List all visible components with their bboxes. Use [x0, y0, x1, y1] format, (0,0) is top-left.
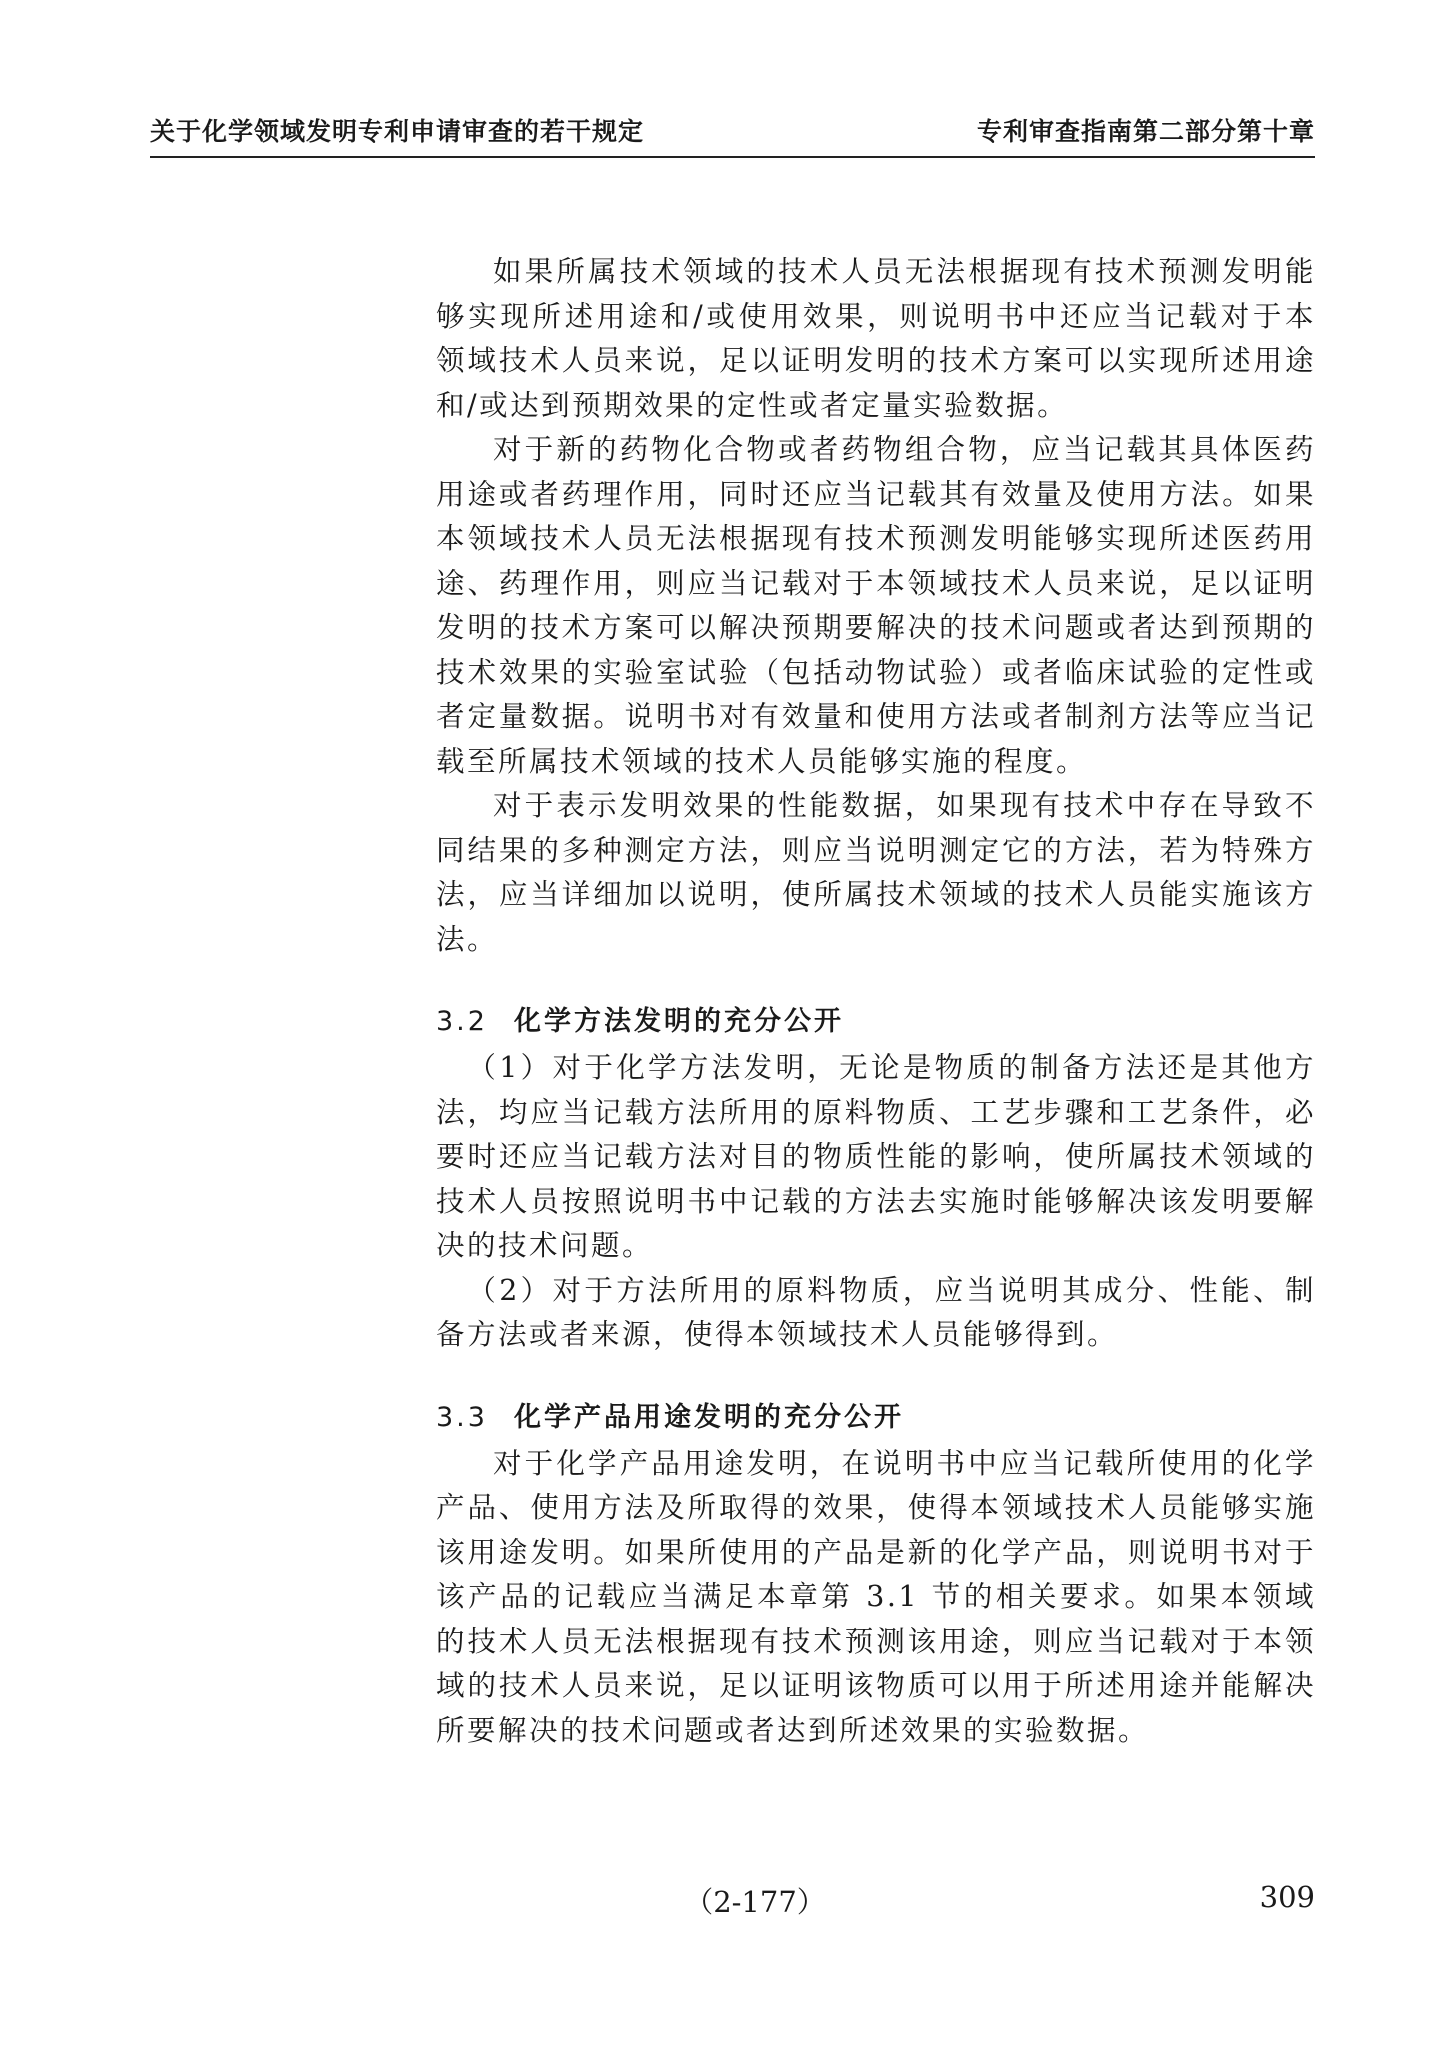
page-header [150, 112, 1315, 158]
section-number: 3.3 [436, 1401, 488, 1433]
page-body [436, 250, 1316, 1753]
paragraph-drug-compound: 对于新的药物化合物或者药物组合物，应当记载其具体医药用途或者药理作用，同时还应当记载其有效量及使用方法。如果本领域技术人员无法根据现有技术预测发明能够实现所述医药用途、药理作用，则应当记载对于本领域技术人员来说，足以证明发明的技术方案可以解决预期要解决的技术问题或者达到预期的技术效果的实验室试验（包括动物试验）或者临床试验的定性或者定量数据。说明书对有效量和使用方法或者制剂方法等应当记载至所属技术领域的技术人员能够实施的程度。 [436, 433, 1316, 778]
footer-page-number: 309 [1259, 1880, 1315, 1914]
header-document-title: 关于化学领域发明专利申请审查的若干规定 [150, 117, 645, 146]
section-title: 化学产品用途发明的充分公开 [513, 1401, 904, 1433]
section-heading-3-3 [436, 1398, 1316, 1438]
section-heading-3-2 [436, 1002, 1316, 1042]
list-item: （1）对于化学方法发明，无论是物质的制备方法还是其他方法，均应当记载方法所用的原料物质、工艺步骤和工艺条件，必要时还应当记载方法对目的物质性能的影响，使所属技术领域的技术人员按照说明书中记载的方法去实施时能够解决该发明要解决的技术问题。 [436, 1051, 1316, 1262]
footer-section-page: （2-177） [684, 1885, 826, 1919]
section-number: 3.2 [436, 1006, 488, 1037]
paragraph-performance-data: 对于表示发明效果的性能数据，如果现有技术中存在导致不同结果的多种测定方法，则应当说明测定它的方法，若为特殊方法，应当详细加以说明，使所属技术领域的技术人员能实施该方法。 [436, 789, 1316, 956]
list-item: （2）对于方法所用的原料物质，应当说明其成分、性能、制备方法或者来源，使得本领域技术人员能够得到。 [436, 1273, 1316, 1351]
paragraph-product-use: 对于化学产品用途发明，在说明书中应当记载所使用的化学产品、使用方法及所取得的效果，使得本领域技术人员能够实施该用途发明。如果所使用的产品是新的化学产品，则说明书对于该产品的记载应当满足本章第 3.1 节的相关要求。如果本领域的技术人员无法根据现有技术预测该用途，则应当记载对于本领域的技术人员来说，足以证明该物质可以用于所述用途并能解决所要解决的技术问题或者达到所述效果的实验数据。 [436, 1446, 1316, 1747]
section-title: 化学方法发明的充分公开 [513, 1006, 844, 1037]
paragraph-use-effect-data: 如果所属技术领域的技术人员无法根据现有技术预测发明能够实现所述用途和/或使用效果，则说明书中还应当记载对于本领域技术人员来说，足以证明发明的技术方案可以实现所述用途和/或达到预期效果的定性或者定量实验数据。 [436, 255, 1316, 422]
header-chapter-title: 专利审查指南第二部分第十章 [976, 117, 1315, 146]
